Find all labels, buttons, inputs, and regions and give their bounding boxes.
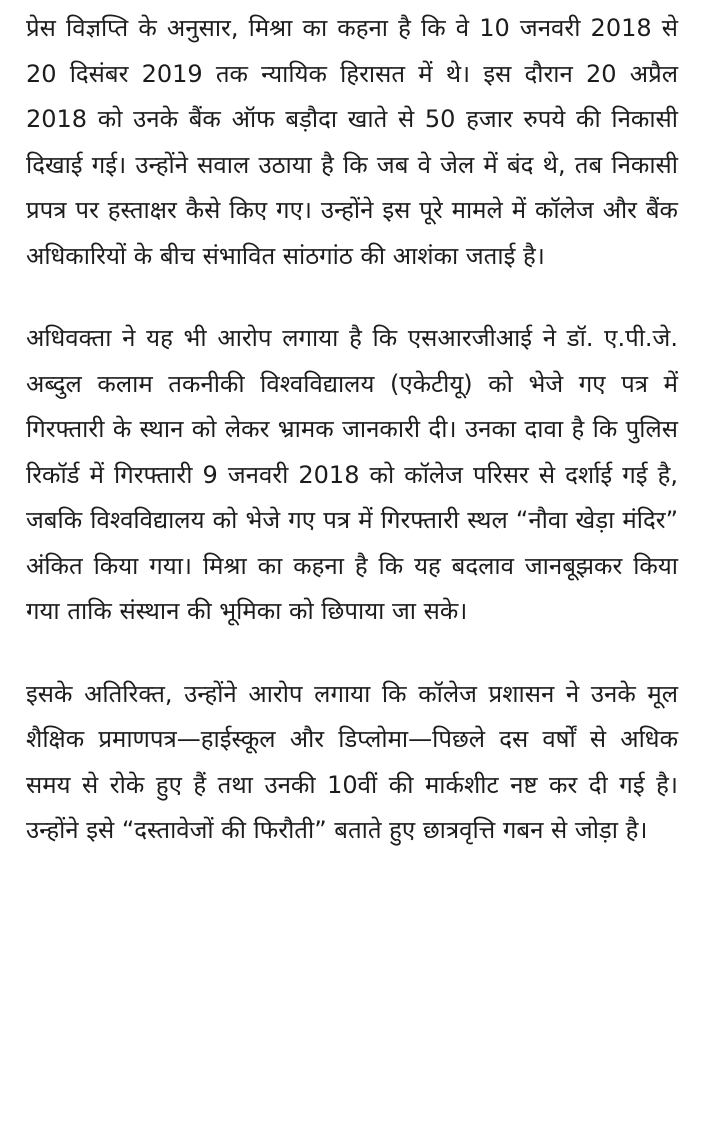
paragraph-press-release: प्रेस विज्ञप्ति के अनुसार, मिश्रा का कहना है कि वे 10 जनवरी 2018 से 20 दिसंबर 2019 तक न्यायिक हिरासत में थे। इस दौरान 20 अप्रैल 2018 को उनके बैंक ऑफ बड़ौदा खाते से 50 हजार रुपये की निकासी दिखाई गई। उन्होंने सवाल उठाया है कि जब वे जेल में बंद थे, तब निकासी प्रपत्र पर हस्ताक्षर कैसे किए गए। उन्होंने इस पूरे मामले में कॉलेज और बैंक अधिकारियों के बीच संभावित सांठगांठ की आशंका जताई है।: [26, 14, 678, 270]
paragraph-advocate-allegation: अधिवक्ता ने यह भी आरोप लगाया है कि एसआरजीआई ने डॉ. ए.पी.जे. अब्दुल कलाम तकनीकी विश्वविद्यालय (एकेटीयू) को भेजे गए पत्र में गिरफ्तारी के स्थान को लेकर भ्रामक जानकारी दी। उनका दावा है कि पुलिस रिकॉर्ड में गिरफ्तारी 9 जनवरी 2018 को कॉलेज परिसर से दर्शाई गई है, जबकि विश्वविद्यालय को भेजे गए पत्र में गिरफ्तारी स्थल “नौवा खेड़ा मंदिर” अंकित किया गया। मिश्रा का कहना है कि यह बदलाव जानबूझकर किया गया ताकि संस्थान की भूमिका को छिपाया जा सके।: [26, 324, 678, 625]
article-body: [26, 6, 678, 854]
paragraph-certificates-allegation: इसके अतिरिक्त, उन्होंने आरोप लगाया कि कॉलेज प्रशासन ने उनके मूल शैक्षिक प्रमाणपत्र—हाईस्कूल और डिप्लोमा—पिछले दस वर्षों से अधिक समय से रोके हुए हैं तथा उनकी 10वीं की मार्कशीट नष्ट कर दी गई है। उन्होंने इसे “दस्तावेजों की फिरौती” बताते हुए छात्रवृत्ति गबन से जोड़ा है।: [26, 679, 678, 844]
